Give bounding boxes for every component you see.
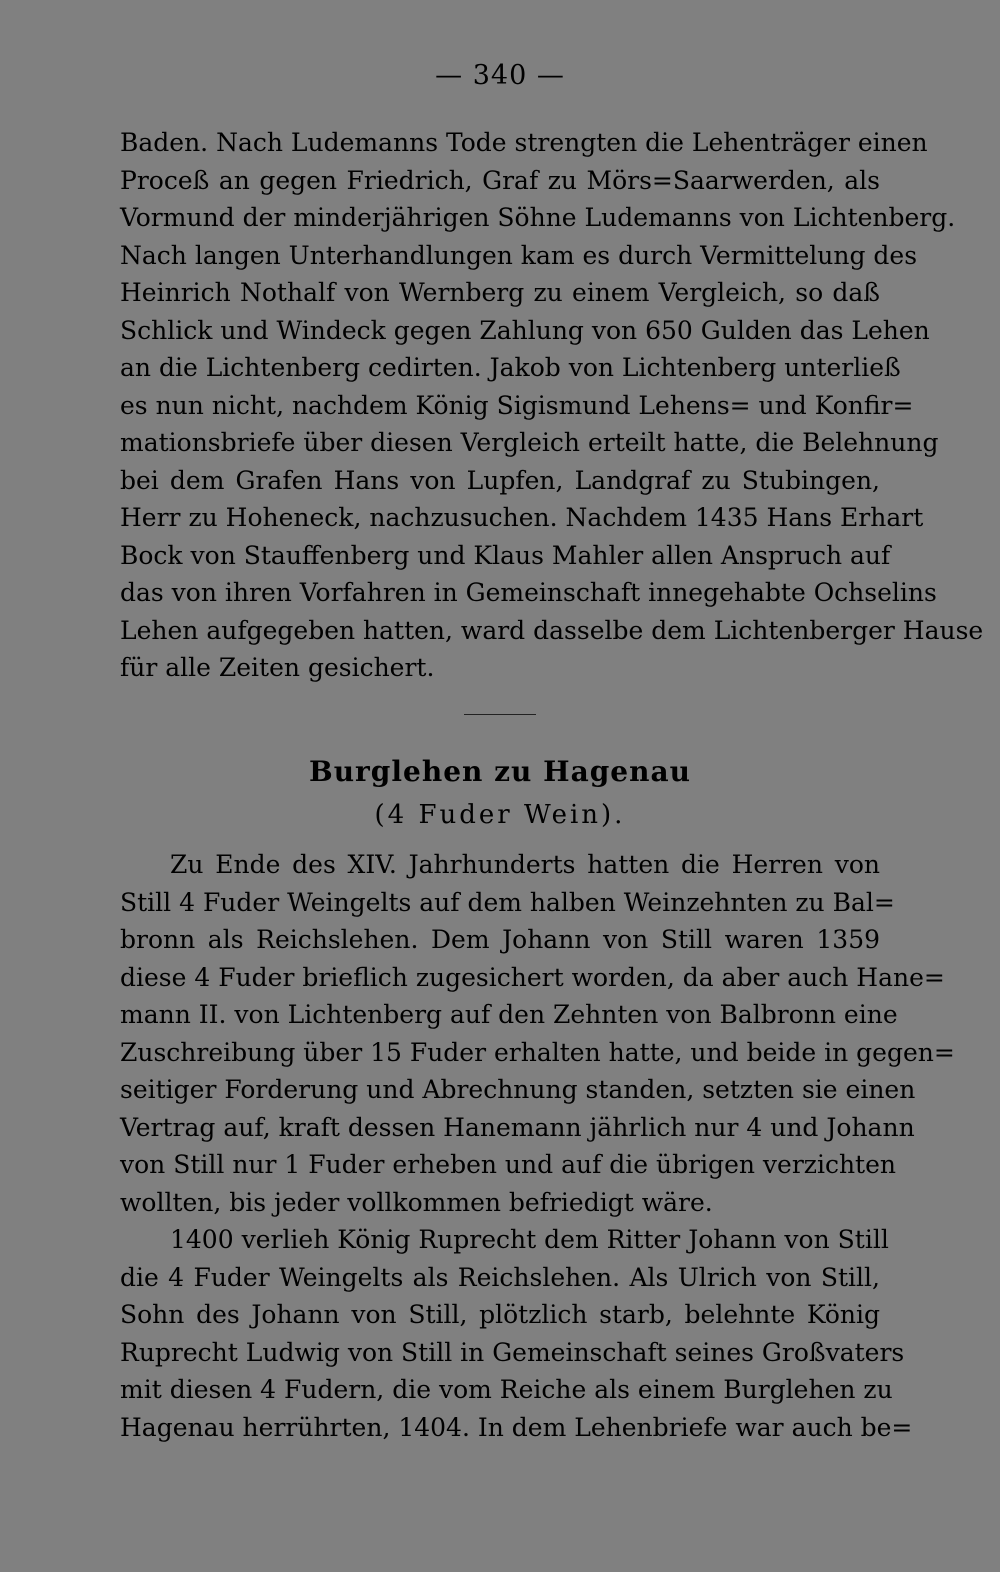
text-line: Lehen aufgegeben hatten, ward dasselbe dem Lichtenberger Hause: [120, 615, 984, 645]
text-line: mationsbriefe über diesen Vergleich erteilt hatte, die Belehnung: [120, 428, 939, 457]
text-line: Hagenau herrührten, 1404. In dem Lehenbriefe war auch be=: [120, 1412, 913, 1442]
text-line: Sohn des Johann von Still, plötzlich starb, belehnte König: [120, 1300, 880, 1329]
text-line: Zu Ende des XIV. Jahrhunderts hatten die Herren von: [170, 850, 880, 879]
text-line: für alle Zeiten gesichert.: [120, 653, 435, 682]
text-line: diese 4 Fuder brieflich zugesichert worden, da aber auch Hane=: [120, 962, 945, 992]
text-line: Herr zu Hoheneck, nachzusuchen. Nachdem 1435 Hans Erhart: [120, 503, 924, 532]
book-page: [120, 0, 984, 1572]
paragraph-ruprecht: [120, 1221, 913, 1446]
text-line: Ruprecht Ludwig von Still in Gemeinschaft seines Großvaters: [120, 1337, 905, 1367]
text-line: Still 4 Fuder Weingelts auf dem halben Weinzehnten zu Bal=: [120, 887, 895, 917]
section-subheading: (4 Fuder Wein).: [374, 800, 626, 830]
section-heading: Burglehen zu Hagenau: [309, 755, 691, 788]
text-line: seitiger Forderung und Abrechnung standen, setzten sie einen: [120, 1075, 916, 1104]
text-line: Vormund der minderjährigen Söhne Ludemanns von Lichtenberg.: [120, 203, 956, 232]
text-line: an die Lichtenberg cedirten. Jakob von Lichtenberg unterließ: [120, 353, 901, 382]
paragraph-still: [120, 846, 955, 1221]
text-line: von Still nur 1 Fuder erheben und auf die übrigen verzichten: [120, 1150, 896, 1179]
text-line: es nun nicht, nachdem König Sigismund Lehens= und Konfir=: [120, 390, 914, 420]
text-line: das von ihren Vorfahren in Gemeinschaft innegehabte Ochselins: [120, 578, 937, 607]
text-line: mit diesen 4 Fudern, die vom Reiche als einem Burglehen zu: [120, 1375, 893, 1404]
text-line: die 4 Fuder Weingelts als Reichslehen. Als Ulrich von Still,: [120, 1262, 880, 1292]
section-divider: [464, 714, 536, 715]
text-line: Zuschreibung über 15 Fuder erhalten hatte, und beide in gegen=: [120, 1037, 955, 1067]
text-line: bronn als Reichslehen. Dem Johann von Still waren 1359: [120, 925, 880, 954]
text-line: Bock von Stauffenberg und Klaus Mahler allen Anspruch auf: [120, 540, 891, 570]
text-line: mann II. von Lichtenberg auf den Zehnten von Balbronn eine: [120, 1000, 898, 1029]
text-line: Schlick und Windeck gegen Zahlung von 650 Gulden das Lehen: [120, 315, 930, 345]
text-line: 1400 verlieh König Ruprecht dem Ritter Johann von Still: [170, 1225, 889, 1254]
text-line: Nach langen Unterhandlungen kam es durch Vermittelung des: [120, 240, 918, 270]
text-line: wollten, bis jeder vollkommen befriedigt wäre.: [120, 1187, 713, 1217]
text-line: bei dem Grafen Hans von Lupfen, Landgraf zu Stubingen,: [120, 465, 880, 495]
text-line: Heinrich Nothalf von Wernberg zu einem Vergleich, so daß: [120, 278, 880, 307]
text-line: Baden. Nach Ludemanns Tode strengten die Lehenträger einen: [120, 128, 928, 157]
text-line: Proceß an gegen Friedrich, Graf zu Mörs=Saarwerden, als: [120, 165, 880, 195]
paragraph-lichtenberg: [120, 124, 984, 687]
page-number: — 340 —: [435, 60, 565, 91]
text-line: Vertrag auf, kraft dessen Hanemann jährlich nur 4 und Johann: [120, 1112, 915, 1142]
